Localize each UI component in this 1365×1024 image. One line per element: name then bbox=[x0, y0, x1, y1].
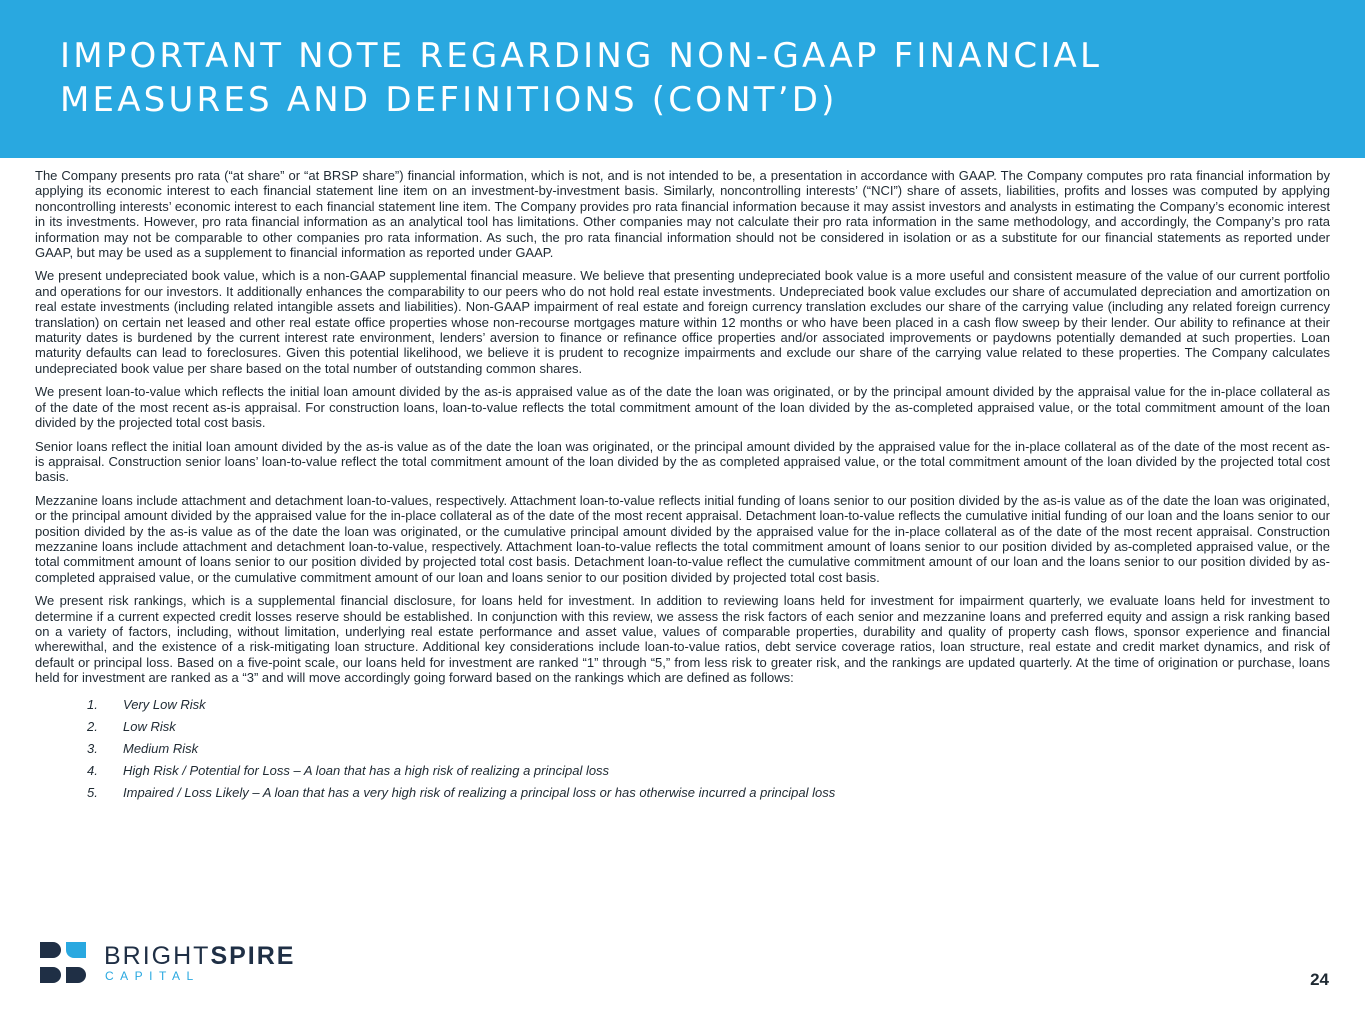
list-item-label: Impaired / Loss Likely – A loan that has a very high risk of realizing a principal loss or has otherwise incurred a principal loss bbox=[123, 784, 836, 800]
list-item bbox=[35, 694, 1330, 716]
paragraph-mezzanine-loans: Mezzanine loans include attachment and detachment loan-to-values, respectively. Attachment loan-to-value reflects initial funding of loans senior to our position divided by the as-is value as of the date the loan was originated, or the principal amount divided by the appraised value for the in-place collateral as of the date of the most recent appraisal. Detachment loan-to-value reflects the cumulative initial funding of our loan and the loans senior to our position divided by the as-is value as of the date the loan was originated, or the cumulative principal amount divided by the appraised value for the in-place collateral as of the date of the most recent appraisal. Construction mezzanine loans include attachment and detachment loan-to-value, respectively. Attachment loan-to-value reflects the total commitment amount of loans senior to our position divided by as-completed appraised value, or the total commitment amount of loans senior to our position divided by projected total cost basis. Detachment loan-to-value reflect the cumulative commitment amount of our loan and the loans senior to our position divided by as-completed appraised value, or the cumulative commitment amount of our loan and loans senior to our position divided by projected total cost basis. bbox=[35, 492, 1330, 585]
list-item-label: Medium Risk bbox=[123, 740, 199, 756]
brightspire-logo-mark-icon bbox=[40, 942, 88, 984]
logo-word-light: BRIGHT bbox=[104, 942, 211, 970]
page-title-line-2: MEASURES AND DEFINITIONS (CONT’D) bbox=[60, 80, 838, 120]
brightspire-logo bbox=[40, 942, 300, 986]
list-item-number: 4. bbox=[87, 762, 98, 778]
logo-word-bold: SPIRE bbox=[210, 942, 296, 970]
list-item-number: 5. bbox=[87, 784, 98, 800]
paragraph-undepreciated-book-value: We present undepreciated book value, which is a non-GAAP supplemental financial measure. We believe that presenting undepreciated book value is a more useful and consistent measure of the value of our current portfolio and operations for our investors. It additionally enhances the comparability to our peers who do not hold real estate investments. Undepreciated book value excludes our share of accumulated depreciation and amortization on real estate investments (including related intangible assets and liabilities). Non-GAAP impairment of real estate and foreign currency translation excludes our share of the carrying value (including any related foreign currency translation) on certain net leased and other real estate office properties whose non-recourse mortgages mature within 12 months or who have been placed in a cash flow sweep by their lender. Our ability to refinance at their maturity dates is burdened by the current interest rate environment, lenders’ aversion to finance or refinance office properties and/or associated improvements or paydowns potentially demanded at such properties. Loan maturity defaults can lead to foreclosures. Given this potential likelihood, we believe it is prudent to recognize impairments and exclude our share of the carrying value related to these properties. The Company calculates undepreciated book value per share based on the total number of outstanding common shares. bbox=[35, 268, 1330, 376]
page-title-line-1: IMPORTANT NOTE REGARDING NON-GAAP FINANCIAL bbox=[60, 36, 1103, 76]
list-item bbox=[35, 782, 1330, 804]
body-content bbox=[35, 168, 1330, 804]
list-item bbox=[35, 716, 1330, 738]
paragraph-loan-to-value: We present loan-to-value which reflects the initial loan amount divided by the as-is appraised value as of the date the loan was originated, or by the principal amount divided by the appraisal value for the in-place collateral as of the date of the most recent as-is appraisal. For construction loans, loan-to-value reflects the total commitment amount of the loan divided by the as-completed appraised value, or the total commitment amount of the loan divided by the projected total cost basis. bbox=[35, 384, 1330, 431]
page-title bbox=[60, 34, 1102, 122]
list-item-number: 3. bbox=[87, 740, 98, 756]
list-item bbox=[35, 738, 1330, 760]
title-banner bbox=[0, 0, 1365, 158]
logo-wordmark bbox=[104, 942, 295, 970]
page-number: 24 bbox=[1310, 970, 1329, 989]
paragraph-senior-loans: Senior loans reflect the initial loan amount divided by the as-is value as of the date the loan was originated, or the principal amount divided by the appraised value for the in-place collateral as of the date of the most recent as-is appraisal. Construction senior loans’ loan-to-value reflect the total commitment amount of the loan divided by the as completed appraised value, or the total commitment amount of the loan divided by the projected total cost basis. bbox=[35, 438, 1330, 485]
list-item-number: 1. bbox=[87, 696, 98, 712]
list-item-label: Very Low Risk bbox=[123, 696, 206, 712]
list-item-number: 2. bbox=[87, 718, 98, 734]
list-item bbox=[35, 760, 1330, 782]
risk-ranking-list bbox=[35, 694, 1330, 804]
paragraph-risk-rankings: We present risk rankings, which is a supplemental financial disclosure, for loans held for investment. In addition to reviewing loans held for investment for impairment quarterly, we evaluate loans held for investment to determine if a current expected credit losses reserve should be established. In conjunction with this review, we assess the risk factors of each senior and mezzanine loans and preferred equity and assign a risk ranking based on a variety of factors, including, without limitation, underlying real estate performance and asset value, values of comparable properties, durability and quality of property cash flows, sponsor experience and financial wherewithal, and the existence of a risk-mitigating loan structure. Additional key considerations include loan-to-value ratios, debt service coverage ratios, loan structure, real estate and credit market dynamics, and risk of default or principal loss. Based on a five-point scale, our loans held for investment are ranked “1” through “5,” from less risk to greater risk, and the rankings are updated quarterly. At the time of origination or purchase, loans held for investment are ranked as a “3” and will move accordingly going forward based on the rankings which are defined as follows: bbox=[35, 593, 1330, 686]
list-item-label: Low Risk bbox=[123, 718, 176, 734]
logo-subtitle: CAPITAL bbox=[105, 969, 200, 983]
paragraph-pro-rata: The Company presents pro rata (“at share” or “at BRSP share”) financial information, which is not, and is not intended to be, a presentation in accordance with GAAP. The Company computes pro rata financial information by applying its economic interest to each financial statement line item on an investment-by-investment basis. Similarly, noncontrolling interests’ (“NCI”) share of assets, liabilities, profits and losses was computed by applying noncontrolling interests’ economic interest to each financial statement line item. The Company provides pro rata financial information because it may assist investors and analysts in estimating the Company’s economic interest in its investments. However, pro rata financial information as an analytical tool has limitations. Other companies may not calculate their pro rata information in the same methodology, and accordingly, the Company’s pro rata information may not be comparable to other companies pro rata information. As such, the pro rata financial information should not be considered in isolation or as a substitute for our financial statements as reported under GAAP, but may be used as a supplement to financial information as reported under GAAP. bbox=[35, 168, 1330, 261]
list-item-label: High Risk / Potential for Loss – A loan that has a high risk of realizing a principal loss bbox=[123, 762, 610, 778]
